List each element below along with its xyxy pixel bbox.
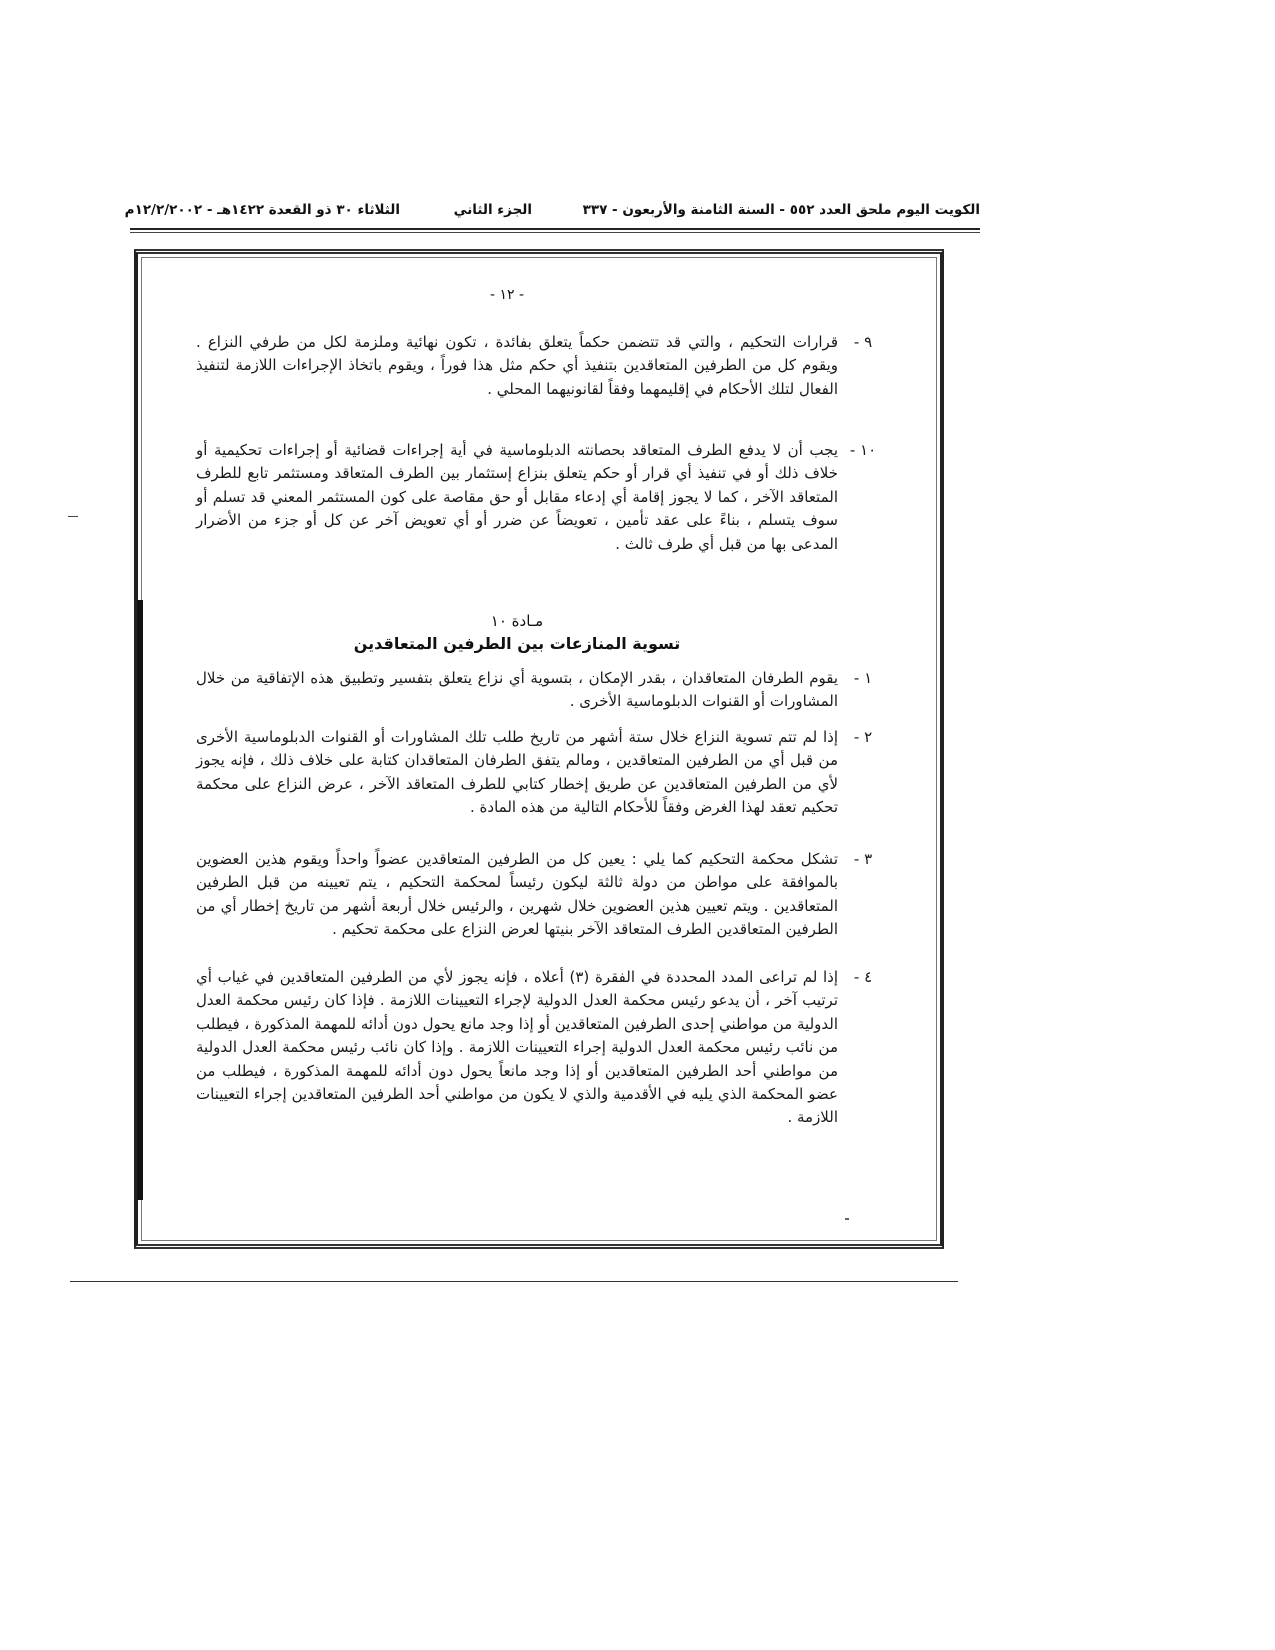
clause-number: ١ - [853,669,873,687]
clause-text: إذا لم تراعى المدد المحددة في الفقرة (٣) أعلاه ، فإنه يجوز لأي من الطرفين المتعاقدين في غياب أي ترتيب آخر ، أن يدعو رئيس محكمة العدل الدولية لإجراء التعيينات اللازمة . فإذا كان رئيس محكمة العدل الدولية من مواطني إحدى الطرفين المتعاقدين أو إذا وجد مانع يحول دون أدائه للمهمة المذكورة ، فيطلب من نائب رئيس محكمة العدل الدولية إجراء التعيينات اللازمة . وإذا كان نائب رئيس محكمة العدل الدولية من مواطني أحد الطرفين المتعاقدين أو إذا وجد مانعاً يحول دون أدائه للمهمة المذكورة ، فيطلب من عضو المحكمة الذي يليه في الأقدمية والذي لا يكون من مواطني أحد الطرفين المتعاقدين إجراء التعيينات اللازمة . [196,968,838,1127]
header-rule [130,228,980,230]
header-part: الجزء الثاني [453,202,532,218]
scan-edge-bar [137,600,143,1200]
clause-2 [196,726,873,820]
clause-text: قرارات التحكيم ، والتي قد تتضمن حكماً يتعلق بفائدة ، تكون نهائية وملزمة لكل من طرفي النزاع . ويقوم كل من الطرفين المتعاقدين بتنفيذ أي حكم مثل هذا فوراً ، ويقوم باتخاذ الإجراءات اللازمة لتنفيذ الفعال لتلك الأحكام في إقليمهما وفقاً لقانونيهما المحلي . [196,333,838,398]
article-title: تسوية المنازعات بين الطرفين المتعاقدين [353,634,681,653]
clause-10 [196,439,877,556]
scan-dot [845,1218,849,1220]
header-rule-thin [130,232,980,233]
clause-number: ٣ - [853,850,873,868]
clause-number: ٩ - [853,333,873,351]
clause-text: يجب أن لا يدفع الطرف المتعاقد بحصانته الدبلوماسية في أية إجراءات قضائية أو إجراءات تحكيمية أو خلاف ذلك أو في تنفيذ أي قرار أو حكم يتعلق بنزاع إستثمار بين الطرف المتعاقد ومستثمر تابع للطرف المتعاقد الآخر ، كما لا يجوز إقامة أي إدعاء مقابل أو حق مقاصة على كون المستثمر المعني قد تسلم أو سوف يتسلم ، بناءً على عقد تأمين ، تعويضاً عن ضرر أو أي تعويض آخر عن كل أو جزء من الأضرار المدعى بها من قبل أي طرف ثالث . [196,441,838,553]
clause-text: يقوم الطرفان المتعاقدان ، بقدر الإمكان ، بتسوية أي نزاع يتعلق بتفسير وتطبيق هذه الإتفاقية من خلال المشاورات أو القنوات الدبلوماسية الأخرى . [196,669,838,711]
clause-text: إذا لم تتم تسوية النزاع خلال ستة أشهر من تاريخ طلب تلك المشاورات أو القنوات الدبلوماسية الأخرى من قبل أي من الطرفين المتعاقدين ، ومالم يتفق الطرفان المتعاقدان كتابة على خلاف ذلك ، فإنه يجوز لأي من الطرفين المتعاقدين عن طريق إخطار كتابي للطرف المتعاقد الآخر ، عرض النزاع على محكمة تحكيم تعقد لهذا الغرض وفقاً للأحكام التالية من هذه المادة . [196,728,838,817]
header-issue-info: الكويت اليوم ملحق العدد ٥٥٢ - السنة الثامنة والأربعون - ٣٣٧ [582,202,980,218]
clause-3 [196,848,873,942]
clause-9 [196,331,873,401]
clause-1 [196,667,873,714]
clause-number: ١٠ - [849,441,877,459]
footer-rule [70,1281,958,1282]
page-number: - ١٢ - [490,287,525,303]
gazette-header [124,196,980,224]
article-number: مـادة ١٠ [490,612,544,630]
header-date: الثلاثاء ٣٠ ذو القعدة ١٤٢٢هـ - ١٢/٢/٢٠٠٢م [124,202,400,218]
clause-number: ٢ - [853,728,873,746]
clause-number: ٤ - [853,968,873,986]
scan-mark [68,516,78,517]
clause-text: تشكل محكمة التحكيم كما يلي : يعين كل من الطرفين المتعاقدين عضواً واحداً ويقوم هذين العضوين بالموافقة على مواطن من دولة ثالثة ليكون رئيساً لمحكمة التحكيم ، يتم تعيينه من قبل الطرفين المتعاقدين . ويتم تعيين هذين العضوين خلال شهرين ، والرئيس خلال أربعة أشهر من تاريخ إخطار أي من الطرفين المتعاقدين الطرف المتعاقد الآخر بنيتها لعرض النزاع على محكمة تحكيم . [196,850,838,939]
clause-4 [196,966,873,1130]
